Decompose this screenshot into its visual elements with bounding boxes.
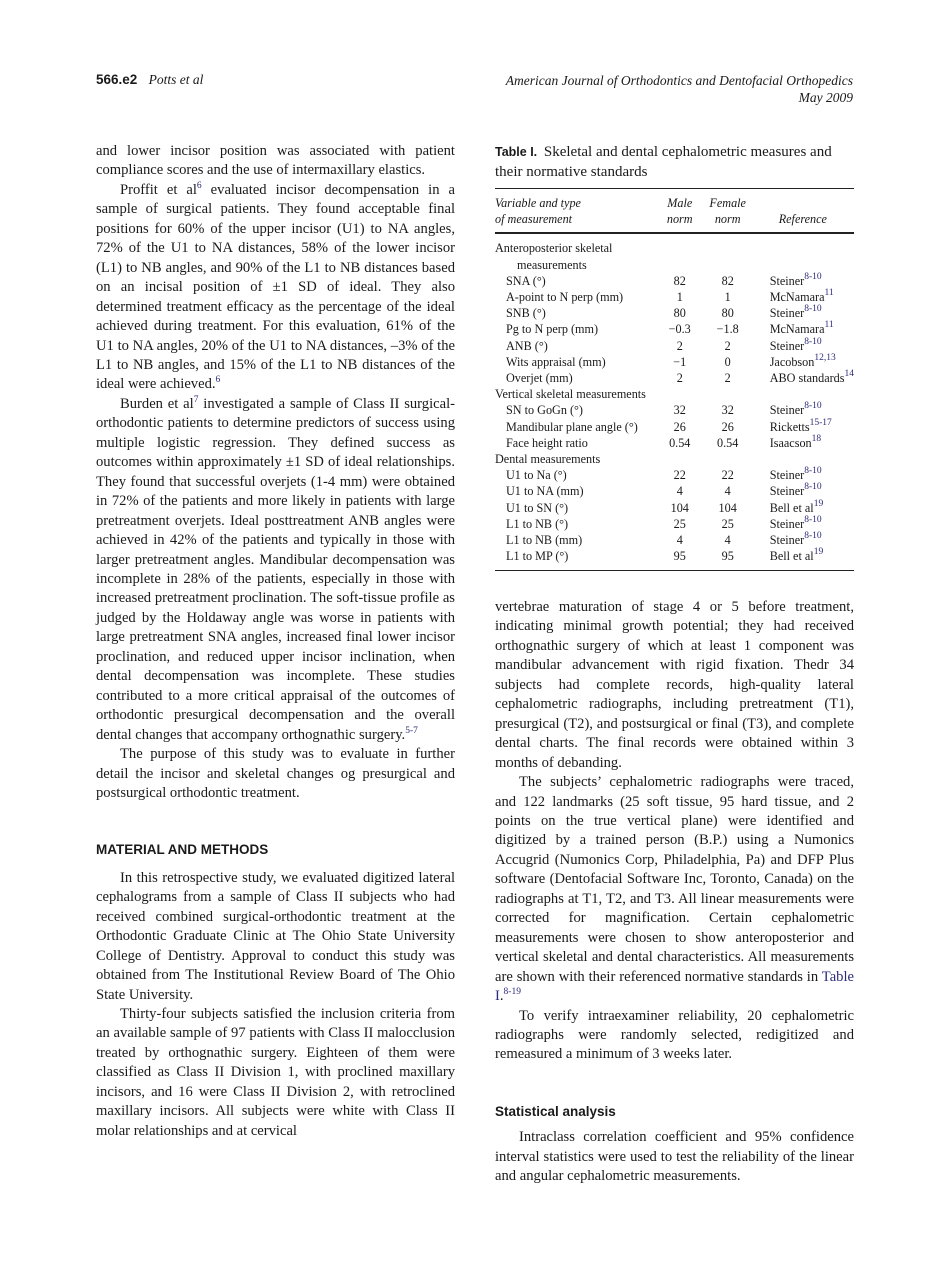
citation-link[interactable]: 11 xyxy=(824,288,834,299)
cell-variable: A-point to N perp (mm) xyxy=(506,290,624,305)
cell-male-norm: 25 xyxy=(673,516,686,531)
cell-male-norm: 4 xyxy=(676,533,683,548)
cell-variable: SNB (°) xyxy=(506,306,546,321)
cell-reference: Ricketts$^{15-17}$ xyxy=(769,417,832,434)
cell-reference: Steiner$^{8-10}$ xyxy=(769,531,822,548)
table-row xyxy=(495,305,854,321)
cell-variable: U1 to SN (°) xyxy=(506,500,569,515)
cell-reference: Bell et al$^{19}$ xyxy=(769,547,824,564)
running-authors: Potts et al xyxy=(148,72,204,87)
cell-variable: U1 to NA (mm) xyxy=(506,484,584,499)
cell-female-norm: 4 xyxy=(724,484,731,499)
table-link[interactable]: Table I xyxy=(495,968,854,1005)
cell-variable: U1 to Na (°) xyxy=(506,468,567,483)
cell-reference: Steiner$^{8-10}$ xyxy=(769,401,822,418)
cell-female-norm: 2 xyxy=(724,338,731,353)
cell-male-norm: 32 xyxy=(673,403,686,418)
cell-reference: Bell et al$^{19}$ xyxy=(769,498,824,515)
citation-link[interactable]: 18 xyxy=(811,433,822,444)
citation-link[interactable]: 5-7 xyxy=(405,725,418,736)
paragraph: The subjects’ cephalometric radiographs were traced, and 122 landmarks (25 soft tissue, 95 hard tissue, and 2 points on the true vertical plane) were identified and digitized by a trained person (B.P.) using a Numonics Accugrid (Numonics Corp, Philadelphia, Pa) and DFP Plus software (Dentofacial Software Inc, Toronto, Canada) on the radiographs at T1, T2, and T3. All linear measurements were corrected for magnification. Certain cephalometric measurements were chosen to show anteroposterior and vertical skeletal and dental characteristics. All measurements are shown with their referenced normative standards in Table I.$^{8-19}$ xyxy=(495,774,854,1005)
paragraph: Intraclass correlation coefficient and 95% confidence interval statistics were used to test the reliability of the linear and angular cephalometric measurements. xyxy=(495,1129,854,1185)
cell-female-norm: 80 xyxy=(721,306,734,321)
running-header-left xyxy=(96,72,203,88)
citation-link[interactable]: 8-10 xyxy=(804,271,822,282)
table-group-heading: Vertical skeletal measurements xyxy=(495,387,646,402)
paragraph: To verify intraexaminer reliability, 20 cephalometric radiographs were randomly selected, redigitized and remeasured a minimum of 3 weeks later. xyxy=(495,1007,854,1063)
paragraph: Burden et al$^7$ investigated a sample of Class II surgical-orthodontic patients to determine predictors of success using multiple logistic regression. They defined success as outcomes within approximately ±1 SD of ideal relationships. They found that successful overjets (1-4 mm) were obtained in 72% of the patients and more likely in patients with large pretreatment overjets. Ideal posttreatment ANB angles were achieved in 42% of the patients and typically in those with larger pretreatment angles. Mandibular decompensation was incomplete in 28% of the patients, especially in those with increased pretreatment proclination. The soft-tissue profile as judged by the Holdaway angle was worse in patients with large pretreatment SNA angles, increased final lower incisor proclination, and reduced upper incisor inclination, when dental decompensation was incomplete. These studies contributed to a more critical appraisal of the outcomes of orthodontic presurgical decompensation and the overall dental changes that accompany orthognathic surgery.$^{5-7}$ xyxy=(96,394,455,743)
cell-reference: McNamara$^{11}$ xyxy=(769,288,834,305)
table-row xyxy=(495,500,854,516)
citation-link[interactable]: 8-10 xyxy=(804,304,822,315)
table-row xyxy=(495,370,854,386)
citation-link[interactable]: 8-10 xyxy=(804,531,822,542)
citation-link[interactable]: 6 xyxy=(215,375,221,386)
cell-female-norm: 32 xyxy=(721,403,734,418)
right-column xyxy=(495,598,854,1187)
citation-link[interactable]: 8-10 xyxy=(804,514,822,525)
cell-male-norm: 2 xyxy=(676,371,683,386)
cell-male-norm: 4 xyxy=(676,484,683,499)
cell-variable: Pg to N perp (mm) xyxy=(506,322,599,337)
cell-variable: Face height ratio xyxy=(506,435,588,450)
citation-link[interactable]: 8-10 xyxy=(804,482,822,493)
cell-variable: L1 to MP (°) xyxy=(506,549,569,564)
citation-link[interactable]: 8-10 xyxy=(804,401,822,412)
cell-male-norm: 1 xyxy=(676,290,683,305)
cell-variable: L1 to NB (°) xyxy=(506,516,569,531)
cell-variable: L1 to NB (mm) xyxy=(506,533,583,548)
cell-reference: ABO standards$^{14}$ xyxy=(769,369,854,386)
table-row xyxy=(495,321,854,337)
cell-female-norm: 26 xyxy=(721,419,734,434)
cell-female-norm: 82 xyxy=(721,273,734,288)
col-header-female: Female norm xyxy=(709,196,746,227)
cell-male-norm: 2 xyxy=(676,338,683,353)
citation-link[interactable]: 14 xyxy=(844,369,854,380)
table-row xyxy=(495,402,854,418)
table-row xyxy=(495,354,854,370)
table-row xyxy=(495,435,854,451)
table-row xyxy=(495,289,854,305)
table-caption: Table I. Skeletal and dental cephalometric measures and their normative standards xyxy=(495,144,832,180)
journal-title: American Journal of Orthodontics and Dentofacial Orthopedics xyxy=(505,73,853,88)
cell-reference: Jacobson$^{12,13}$ xyxy=(769,352,836,369)
citation-link[interactable]: 8-10 xyxy=(804,336,822,347)
section-heading-methods: MATERIAL AND METHODS xyxy=(96,842,269,858)
citation-link[interactable]: 12,13 xyxy=(814,352,836,363)
cell-variable: Mandibular plane angle (°) xyxy=(506,419,638,434)
table-label: Table I. xyxy=(495,145,538,159)
cell-female-norm: 2 xyxy=(724,371,731,386)
citation-link[interactable]: 19 xyxy=(813,498,824,509)
citation-link[interactable]: 19 xyxy=(813,547,824,558)
table-row xyxy=(495,467,854,483)
cell-female-norm: 95 xyxy=(721,549,734,564)
table-group-heading-cont: measurements xyxy=(517,257,587,272)
cell-male-norm: 82 xyxy=(673,273,686,288)
table-row xyxy=(495,532,854,548)
table-row xyxy=(495,419,854,435)
cell-male-norm: −0.3 xyxy=(668,322,691,337)
table-row xyxy=(495,338,854,354)
cell-female-norm: 4 xyxy=(724,533,731,548)
cell-reference: Steiner$^{8-10}$ xyxy=(769,271,822,288)
table-header-row xyxy=(495,189,854,234)
section-heading-statistics: Statistical analysis xyxy=(495,1103,616,1119)
citation-link[interactable]: 8-19 xyxy=(503,987,521,998)
paragraph: and lower incisor position was associated with patient compliance scores and the use of intermaxillary elastics. xyxy=(96,143,455,179)
cell-reference: Steiner$^{8-10}$ xyxy=(769,466,822,483)
cell-male-norm: 26 xyxy=(673,419,686,434)
table-norms xyxy=(495,143,854,571)
cell-female-norm: 25 xyxy=(721,516,734,531)
cell-variable: ANB (°) xyxy=(506,338,548,353)
page-number: 566.e2 xyxy=(96,72,138,87)
paragraph: In this retrospective study, we evaluated digitized lateral cephalograms from a sample of Class II subjects who had received combined surgical-orthodontic treatment at the Orthodontic Graduate Clinic at The Ohio State University College of Dentistry. Approval to conduct this study was obtained from The Institutional Review Board of The Ohio State University. xyxy=(96,869,455,1003)
cell-female-norm: 22 xyxy=(721,468,734,483)
citation-link[interactable]: 15-17 xyxy=(809,417,832,428)
table-row xyxy=(495,548,854,571)
cell-male-norm: 95 xyxy=(673,549,686,564)
citation-link[interactable]: 6 xyxy=(196,180,202,191)
citation-link[interactable]: 7 xyxy=(193,394,199,405)
paragraph: Thirty-four subjects satisfied the inclusion criteria from an available sample of 97 patients with Class II malocclusion treated by orthognathic surgery. Eighteen of them were classified as Class II Division 1, with proclined maxillary incisors, and 16 were Class II Division 2, with retroclined maxillary incisors. All subjects were white with Class II molar relationships and at cervical xyxy=(96,1006,455,1139)
cell-female-norm: −1.8 xyxy=(716,322,739,337)
paragraph: Proffit et al$^6$ evaluated incisor decompensation in a sample of surgical patients. They found acceptable final positions for 60% of the upper incisor (U1) to NA angles, 72% of the U1 to NA distances, 58% of the lower incisor (L1) to NB angles, and 90% of the L1 to NB distances based on an incisal position of ±1 SD of ideal. They also determined treatment efficacy as the percentage of the ideal achieved during treatment. For this evaluation, 61% of the U1 to NA angles, 20% of the U1 to NA distances, –3% of the L1 to NB angles, and 15% of the L1 to NB distances of the ideal were achieved.$^6$ xyxy=(96,180,455,393)
table-row xyxy=(495,273,854,289)
cell-reference: Steiner$^{8-10}$ xyxy=(769,514,822,531)
cell-male-norm: 80 xyxy=(673,306,686,321)
running-header-right xyxy=(506,72,853,106)
cell-male-norm: 104 xyxy=(670,500,689,515)
cell-male-norm: 22 xyxy=(673,468,686,483)
cell-variable: SNA (°) xyxy=(506,273,546,288)
paragraph: The purpose of this study was to evaluate in further detail the incisor and skeletal changes og presurgical and postsurgical orthodontic treatment. xyxy=(96,746,455,801)
cell-variable: Overjet (mm) xyxy=(506,371,573,386)
cell-reference: Steiner$^{8-10}$ xyxy=(769,482,822,499)
cell-female-norm: 104 xyxy=(718,500,737,515)
left-column xyxy=(96,142,455,1141)
table-group-heading: Anteroposterior skeletal xyxy=(495,241,613,256)
col-header-variable: Variable and type of measurement xyxy=(495,196,581,227)
table-row xyxy=(495,483,854,499)
norms-table xyxy=(495,188,854,571)
cell-male-norm: 0.54 xyxy=(669,435,691,450)
cell-female-norm: 0 xyxy=(724,354,731,369)
cell-male-norm: −1 xyxy=(673,354,687,369)
cell-reference: McNamara$^{11}$ xyxy=(769,320,834,337)
cell-reference: Steiner$^{8-10}$ xyxy=(769,304,822,321)
table-group-heading: Dental measurements xyxy=(495,452,601,467)
cell-reference: Steiner$^{8-10}$ xyxy=(769,336,822,353)
citation-link[interactable]: 8-10 xyxy=(804,466,822,477)
cell-variable: Wits appraisal (mm) xyxy=(506,354,606,369)
cell-female-norm: 0.54 xyxy=(717,435,739,450)
cell-variable: SN to GoGn (°) xyxy=(506,403,583,418)
citation-link[interactable]: 11 xyxy=(824,320,834,331)
issue-date: May 2009 xyxy=(798,90,853,105)
col-header-reference: Reference xyxy=(778,212,827,227)
cell-female-norm: 1 xyxy=(724,290,731,305)
paragraph: vertebrae maturation of stage 4 or 5 before treatment, indicating minimal growth potential; they had received orthognathic surgery of which at least 1 component was mandibular advancement with rigid fixation. Thedr 34 subjects had complete records, high-quality lateral cephalometric radiographs, including pretreatment (T1), presurgical (T2), and postsurgical or final (T3), and complete dental charts. The final records were obtained within 3 months of debanding. xyxy=(495,599,854,771)
col-header-male: Male norm xyxy=(666,196,693,227)
cell-reference: Isaacson$^{18}$ xyxy=(769,433,822,450)
table-row xyxy=(495,516,854,532)
